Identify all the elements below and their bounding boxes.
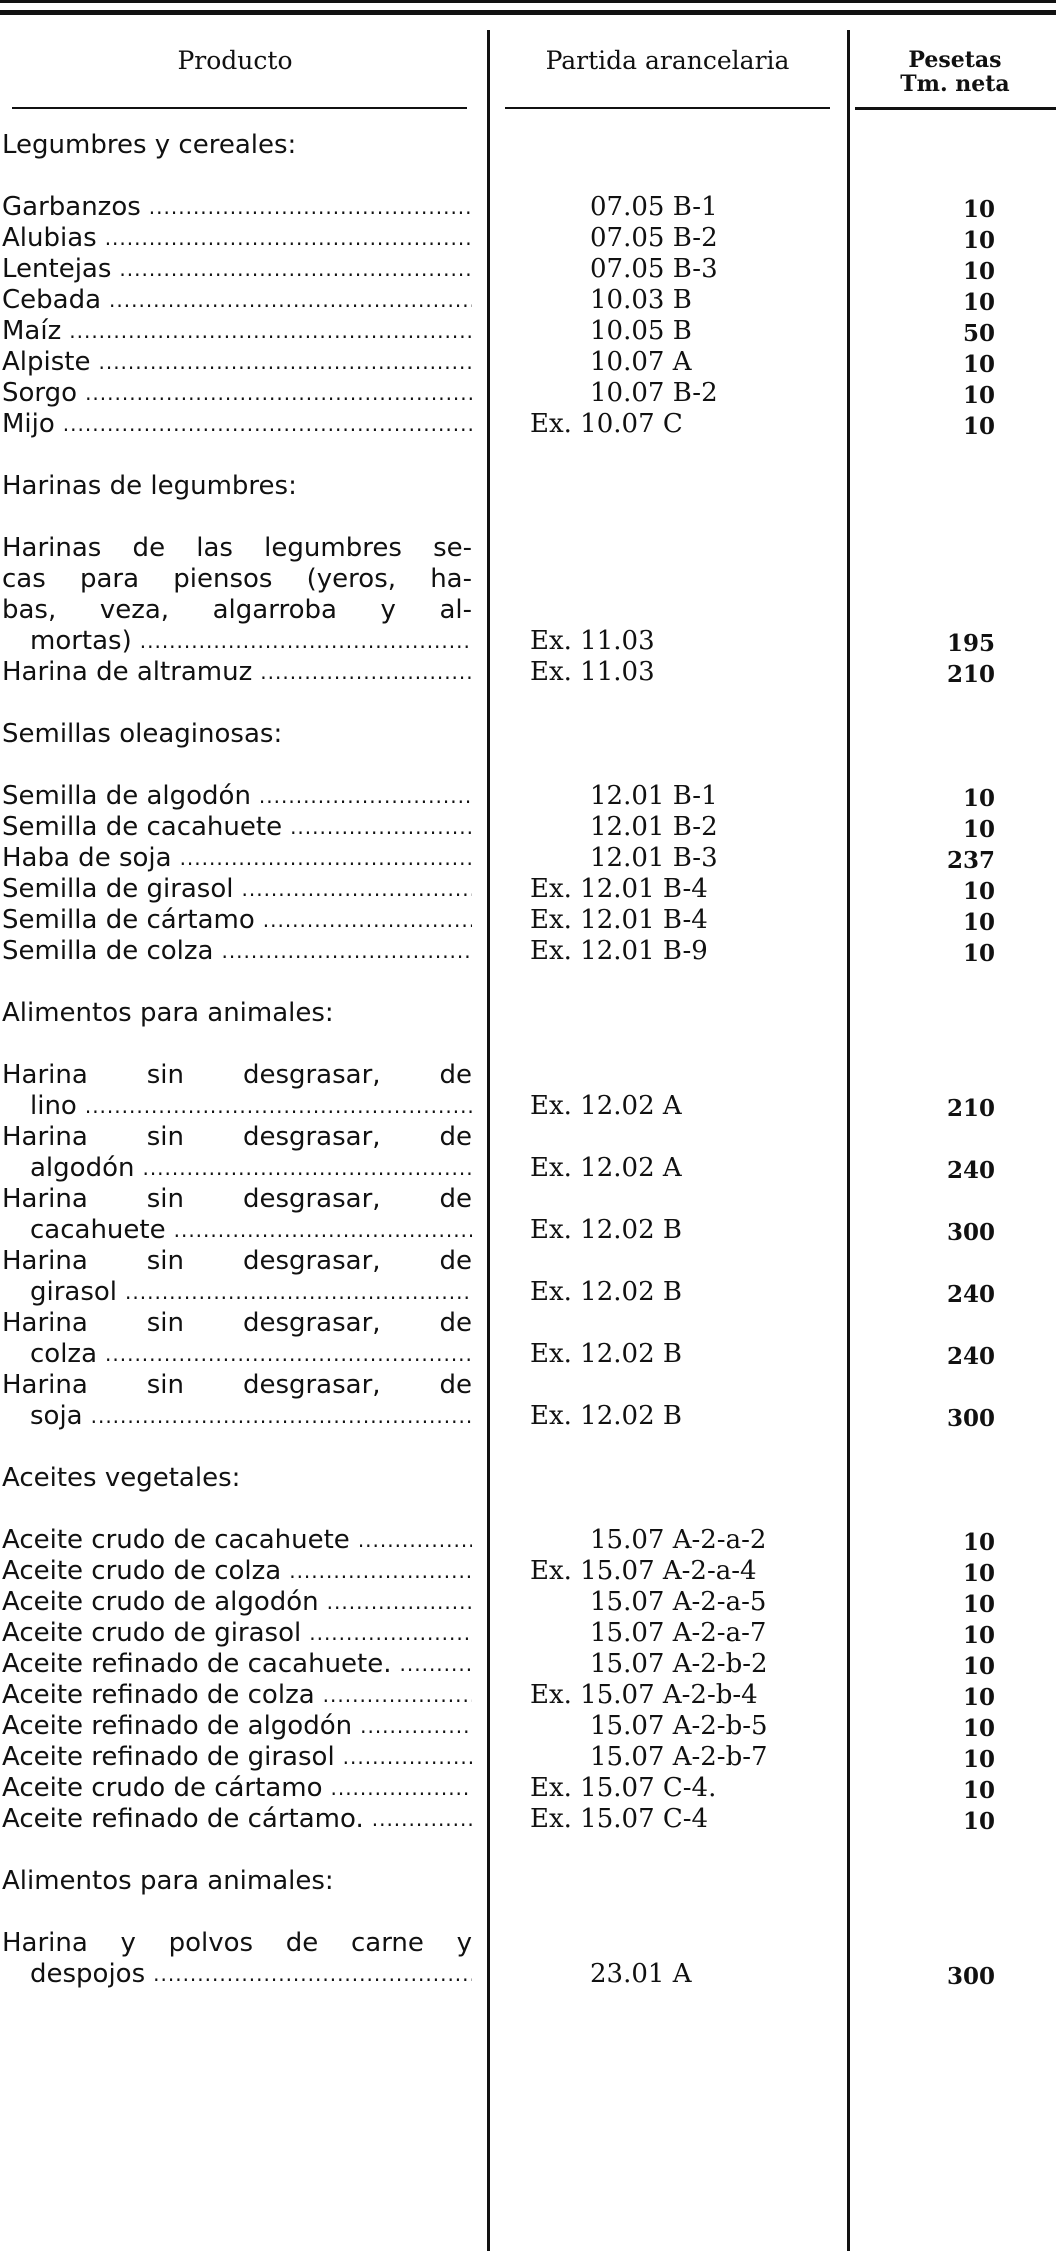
pesetas-value: 240: [946, 1343, 995, 1370]
table-row: [0, 378, 1056, 409]
section-heading: Legumbres y cereales:: [2, 130, 297, 160]
table-row: [0, 1649, 1056, 1680]
product-name: [2, 1773, 472, 1804]
table-row: [0, 905, 1056, 936]
pesetas-value: 10: [962, 196, 995, 223]
product-name: [2, 347, 472, 378]
product-name: [2, 936, 472, 967]
pesetas-value: 10: [962, 785, 995, 812]
tariff-code: Ex. 12.01 B-4: [530, 905, 708, 935]
leader-dots: [319, 1587, 472, 1618]
product-name-line: despojos: [30, 1959, 146, 1989]
product-name-line: Cebada: [2, 285, 102, 315]
table-row: [0, 1773, 1056, 1804]
leader-dots: [213, 936, 472, 967]
product-name-line: lino: [30, 1091, 77, 1121]
tariff-code: Ex. 11.03: [530, 626, 655, 656]
table-row: [0, 192, 1056, 223]
product-name-line: Harina de altramuz: [2, 657, 253, 687]
table-row: [0, 409, 1056, 440]
table-row: [0, 781, 1056, 812]
product-name-line: Aceite crudo de colza: [2, 1556, 282, 1586]
leader-dots: [364, 1804, 472, 1835]
header-pesetas: Pesetas: [908, 47, 1002, 73]
leader-dots: [97, 1339, 472, 1370]
table-row: [0, 1246, 1056, 1308]
table-row: [0, 1742, 1056, 1773]
table-row: [0, 1060, 1056, 1122]
product-name: [2, 1308, 472, 1370]
section-heading: Semillas oleaginosas:: [2, 719, 283, 749]
tariff-code: Ex. 12.02 A: [530, 1153, 682, 1183]
product-name-line: algodón: [30, 1153, 135, 1183]
tariff-code: 15.07 A-2-a-7: [590, 1618, 767, 1648]
pesetas-value: 10: [962, 878, 995, 905]
table-row: [0, 1928, 1056, 1990]
product-name: [2, 905, 472, 936]
table-row: [0, 1308, 1056, 1370]
leader-dots: [55, 409, 472, 440]
product-name-line: Maíz: [2, 316, 62, 346]
product-name: [2, 285, 472, 316]
table-row: [0, 1525, 1056, 1556]
pesetas-value: 10: [962, 382, 995, 409]
tariff-code: 07.05 B-3: [590, 254, 718, 284]
product-name-line: Harina y polvos de carne y: [2, 1928, 472, 1958]
table-row: [0, 1711, 1056, 1742]
tariff-code: 10.07 A: [590, 347, 692, 377]
tariff-code: Ex. 12.01 B-4: [530, 874, 708, 904]
product-name: [2, 1680, 472, 1711]
pesetas-value: 10: [962, 227, 995, 254]
leader-dots: [301, 1618, 472, 1649]
pesetas-value: 10: [962, 1560, 995, 1587]
pesetas-value: 10: [962, 1715, 995, 1742]
product-name: [2, 223, 472, 254]
product-name-line: Harina sin desgrasar, de: [2, 1246, 472, 1276]
product-name: [2, 812, 472, 843]
table-row: [0, 285, 1056, 316]
pesetas-value: 300: [946, 1405, 995, 1432]
table-row: [0, 254, 1056, 285]
tariff-code: 15.07 A-2-b-2: [590, 1649, 768, 1679]
product-name-line: Alpiste: [2, 347, 91, 377]
leader-dots: [83, 1401, 472, 1432]
pesetas-value: 10: [962, 1529, 995, 1556]
leader-dots: [234, 874, 473, 905]
tariff-code: Ex. 12.01 B-9: [530, 936, 708, 966]
product-name: [2, 1928, 472, 1990]
table-row: [0, 533, 1056, 657]
product-name: [2, 1246, 472, 1308]
leader-dots: [97, 223, 472, 254]
table-row: [0, 1587, 1056, 1618]
product-name-line: Alubias: [2, 223, 97, 253]
pesetas-value: 210: [946, 1095, 995, 1122]
pesetas-value: 10: [962, 1746, 995, 1773]
tariff-code: 10.07 B-2: [590, 378, 718, 408]
leader-dots: [61, 316, 472, 347]
product-name-line: Haba de soja: [2, 843, 172, 873]
tariff-code: Ex. 15.07 C-4: [530, 1804, 709, 1834]
product-name-line: Harina sin desgrasar, de: [2, 1308, 472, 1338]
pesetas-value: 10: [962, 258, 995, 285]
tariff-code: 10.03 B: [590, 285, 692, 315]
tariff-code: Ex. 10.07 C: [530, 409, 683, 439]
leader-dots: [352, 1711, 472, 1742]
pesetas-value: 10: [962, 1653, 995, 1680]
product-name: [2, 1556, 472, 1587]
pesetas-value: 300: [946, 1963, 995, 1990]
pesetas-value: 10: [962, 1684, 995, 1711]
table-row: [0, 1122, 1056, 1184]
pesetas-value: 10: [962, 351, 995, 378]
product-name-line: Aceite refinado de algodón: [2, 1711, 353, 1741]
product-name: [2, 1711, 472, 1742]
product-name: [2, 1370, 472, 1432]
section-heading: Alimentos para animales:: [2, 998, 334, 1028]
tariff-code: Ex. 12.02 B: [530, 1277, 682, 1307]
tariff-code: Ex. 12.02 B: [530, 1401, 682, 1431]
tariff-code: 12.01 B-3: [590, 843, 718, 873]
product-name: [2, 1804, 472, 1835]
tariff-code: Ex. 15.07 C-4.: [530, 1773, 717, 1803]
pesetas-value: 300: [946, 1219, 995, 1246]
product-name: [2, 1060, 472, 1122]
product-name-line: Aceite crudo de cacahuete: [2, 1525, 350, 1555]
header-tm-neta: Tm. neta: [900, 71, 1010, 97]
product-name-line: bas, veza, algarroba y al-: [2, 595, 472, 625]
table-row: [0, 1804, 1056, 1835]
header-producto: Producto: [177, 46, 293, 75]
pesetas-value: 237: [946, 847, 995, 874]
table-row: [0, 657, 1056, 688]
product-name: [2, 1525, 472, 1556]
product-name-line: Harina sin desgrasar, de: [2, 1122, 472, 1152]
leader-dots: [132, 626, 472, 657]
leader-dots: [166, 1215, 472, 1246]
leader-dots: [145, 1959, 472, 1990]
leader-dots: [350, 1525, 472, 1556]
product-name-line: Harina sin desgrasar, de: [2, 1370, 472, 1400]
product-name: [2, 1649, 472, 1680]
product-name: [2, 1184, 472, 1246]
leader-dots: [101, 285, 472, 316]
product-name: [2, 409, 472, 440]
product-name: [2, 874, 472, 905]
tariff-code: Ex. 12.02 B: [530, 1215, 682, 1245]
table-row: [0, 1680, 1056, 1711]
pesetas-value: 10: [962, 1622, 995, 1649]
product-name: [2, 533, 472, 657]
table-row: [0, 936, 1056, 967]
tariff-code: Ex. 15.07 A-2-b-4: [530, 1680, 758, 1710]
leader-dots: [134, 1153, 472, 1184]
product-name-line: Aceite crudo de cártamo: [2, 1773, 323, 1803]
tariff-code: 07.05 B-2: [590, 223, 718, 253]
section-heading: Alimentos para animales:: [2, 1866, 334, 1896]
product-name: [2, 657, 472, 688]
product-name-line: cacahuete: [30, 1215, 166, 1245]
leader-dots: [322, 1773, 472, 1804]
pesetas-value: 10: [962, 289, 995, 316]
pesetas-value: 210: [946, 661, 995, 688]
tariff-code: 23.01 A: [590, 1959, 692, 1989]
leader-dots: [252, 657, 472, 688]
product-name-line: Semilla de cártamo: [2, 905, 255, 935]
leader-dots: [117, 1277, 472, 1308]
pesetas-value: 10: [962, 940, 995, 967]
pesetas-value: 195: [946, 630, 995, 657]
product-name: [2, 1618, 472, 1649]
product-name: [2, 781, 472, 812]
tariff-code: 15.07 A-2-a-5: [590, 1587, 767, 1617]
product-name: [2, 1742, 472, 1773]
product-name-line: Harina sin desgrasar, de: [2, 1060, 472, 1090]
product-name-line: Aceite crudo de algodón: [2, 1587, 319, 1617]
pesetas-value: 50: [962, 320, 995, 347]
pesetas-value: 10: [962, 413, 995, 440]
pesetas-value: 10: [962, 1777, 995, 1804]
product-name: [2, 1122, 472, 1184]
leader-dots: [281, 1556, 472, 1587]
tariff-code: 15.07 A-2-b-5: [590, 1711, 768, 1741]
product-name: [2, 192, 472, 223]
leader-dots: [315, 1680, 472, 1711]
product-name-line: Semilla de algodón: [2, 781, 251, 811]
product-name: [2, 316, 472, 347]
product-name-line: cas para piensos (yeros, ha-: [2, 564, 472, 594]
product-name-line: Aceite refinado de cártamo.: [2, 1804, 364, 1834]
pesetas-value: 10: [962, 1591, 995, 1618]
product-name: [2, 254, 472, 285]
table-row: [0, 1618, 1056, 1649]
table-row: [0, 347, 1056, 378]
leader-dots: [335, 1742, 472, 1773]
product-name-line: soja: [30, 1401, 83, 1431]
pesetas-value: 10: [962, 1808, 995, 1835]
table-row: [0, 1556, 1056, 1587]
table-row: [0, 874, 1056, 905]
tariff-code: 07.05 B-1: [590, 192, 718, 222]
product-name: [2, 843, 472, 874]
tariff-code: Ex. 12.02 B: [530, 1339, 682, 1369]
pesetas-value: 240: [946, 1157, 995, 1184]
table-row: [0, 1370, 1056, 1432]
product-name-line: Garbanzos: [2, 192, 141, 222]
leader-dots: [255, 905, 472, 936]
pesetas-value: 10: [962, 909, 995, 936]
table-row: [0, 316, 1056, 347]
leader-dots: [251, 781, 472, 812]
leader-dots: [90, 347, 472, 378]
pesetas-value: 10: [962, 816, 995, 843]
leader-dots: [141, 192, 472, 223]
section-heading: Harinas de legumbres:: [2, 471, 297, 501]
product-name-line: Harinas de las legumbres se-: [2, 533, 472, 563]
product-name-line: Semilla de girasol: [2, 874, 234, 904]
leader-dots: [77, 378, 472, 409]
product-name-line: Aceite crudo de girasol: [2, 1618, 302, 1648]
product-name-line: girasol: [30, 1277, 118, 1307]
table-row: [0, 1184, 1056, 1246]
product-name-line: Harina sin desgrasar, de: [2, 1184, 472, 1214]
product-name-line: Semilla de colza: [2, 936, 214, 966]
product-name-line: colza: [30, 1339, 98, 1369]
product-name-line: mortas): [30, 626, 132, 656]
product-name-line: Sorgo: [2, 378, 78, 408]
tariff-code: 12.01 B-2: [590, 812, 718, 842]
tariff-code: 15.07 A-2-b-7: [590, 1742, 768, 1772]
tariff-code: Ex. 12.02 A: [530, 1091, 682, 1121]
tariff-code: 15.07 A-2-a-2: [590, 1525, 767, 1555]
tariff-code: Ex. 11.03: [530, 657, 655, 687]
leader-dots: [392, 1649, 472, 1680]
leader-dots: [77, 1091, 472, 1122]
pesetas-value: 240: [946, 1281, 995, 1308]
leader-dots: [111, 254, 472, 285]
table-row: [0, 812, 1056, 843]
table-row: [0, 843, 1056, 874]
product-name-line: Mijo: [2, 409, 55, 439]
product-name: [2, 1587, 472, 1618]
leader-dots: [282, 812, 472, 843]
header-partida-arancelaria: Partida arancelaria: [545, 46, 790, 75]
product-name-line: Semilla de cacahuete: [2, 812, 283, 842]
product-name-line: Lentejas: [2, 254, 112, 284]
tariff-code: 12.01 B-1: [590, 781, 718, 811]
product-name: [2, 378, 472, 409]
product-name-line: Aceite refinado de colza: [2, 1680, 315, 1710]
leader-dots: [172, 843, 472, 874]
tariff-code: 10.05 B: [590, 316, 692, 346]
product-name-line: Aceite refinado de cacahuete.: [2, 1649, 392, 1679]
table-row: [0, 223, 1056, 254]
section-heading: Aceites vegetales:: [2, 1463, 241, 1493]
tariff-code: Ex. 15.07 A-2-a-4: [530, 1556, 757, 1586]
product-name-line: Aceite refinado de girasol: [2, 1742, 335, 1772]
